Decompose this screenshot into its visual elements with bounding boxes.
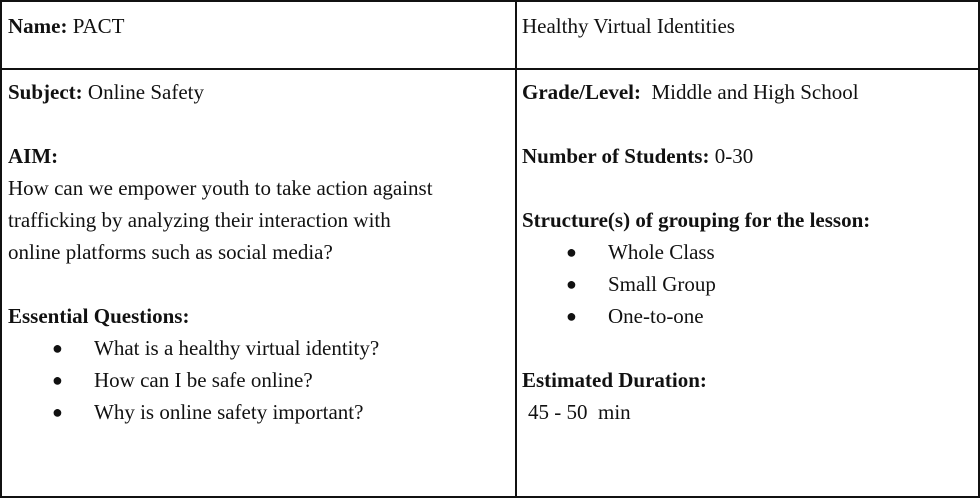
list-item: ● How can I be safe online?: [8, 364, 510, 396]
duration-label: Estimated Duration:: [522, 368, 707, 392]
grade-value: Middle and High School: [640, 80, 859, 104]
duration-value: 45 - 50 min: [528, 400, 631, 424]
list-item: ● Why is online safety important?: [8, 396, 510, 428]
subject-value: Online Safety: [82, 80, 204, 104]
students-line: [522, 140, 972, 172]
students-value: 0-30: [709, 144, 754, 168]
right-details-cell: [515, 68, 980, 498]
list-item: ● Whole Class: [522, 236, 972, 268]
list-item: ● One-to-one: [522, 300, 972, 332]
essential-questions-label: Essential Questions:: [8, 304, 190, 328]
subject-label: Subject:: [8, 80, 83, 104]
aim-line: online platforms such as social media?: [8, 240, 333, 264]
bullet-icon: ●: [52, 370, 63, 390]
aim-line: trafficking by analyzing their interaction with: [8, 208, 391, 232]
grouping-label: Structure(s) of grouping for the lesson:: [522, 208, 871, 232]
aim-label: AIM:: [8, 144, 59, 168]
aim-line: How can we empower youth to take action against: [8, 176, 433, 200]
bullet-icon: ●: [566, 274, 577, 294]
bullet-icon: ●: [566, 242, 577, 262]
grade-label: Grade/Level:: [522, 80, 641, 104]
left-details-cell: [0, 68, 517, 498]
title-cell: [515, 0, 980, 70]
grouping-list: [522, 236, 972, 332]
list-item: ● What is a healthy virtual identity?: [8, 332, 510, 364]
lesson-title: Healthy Virtual Identities: [522, 14, 735, 38]
subject-line: [8, 76, 510, 108]
list-item: ● Small Group: [522, 268, 972, 300]
name-value: PACT: [67, 14, 125, 38]
name-line: [8, 10, 510, 42]
name-label: Name:: [8, 14, 68, 38]
students-label: Number of Students:: [522, 144, 710, 168]
bullet-icon: ●: [566, 306, 577, 326]
essential-questions-list: [8, 332, 510, 428]
bullet-icon: ●: [52, 338, 63, 358]
bullet-icon: ●: [52, 402, 63, 422]
grade-line: [522, 76, 972, 108]
name-cell: [0, 0, 517, 70]
